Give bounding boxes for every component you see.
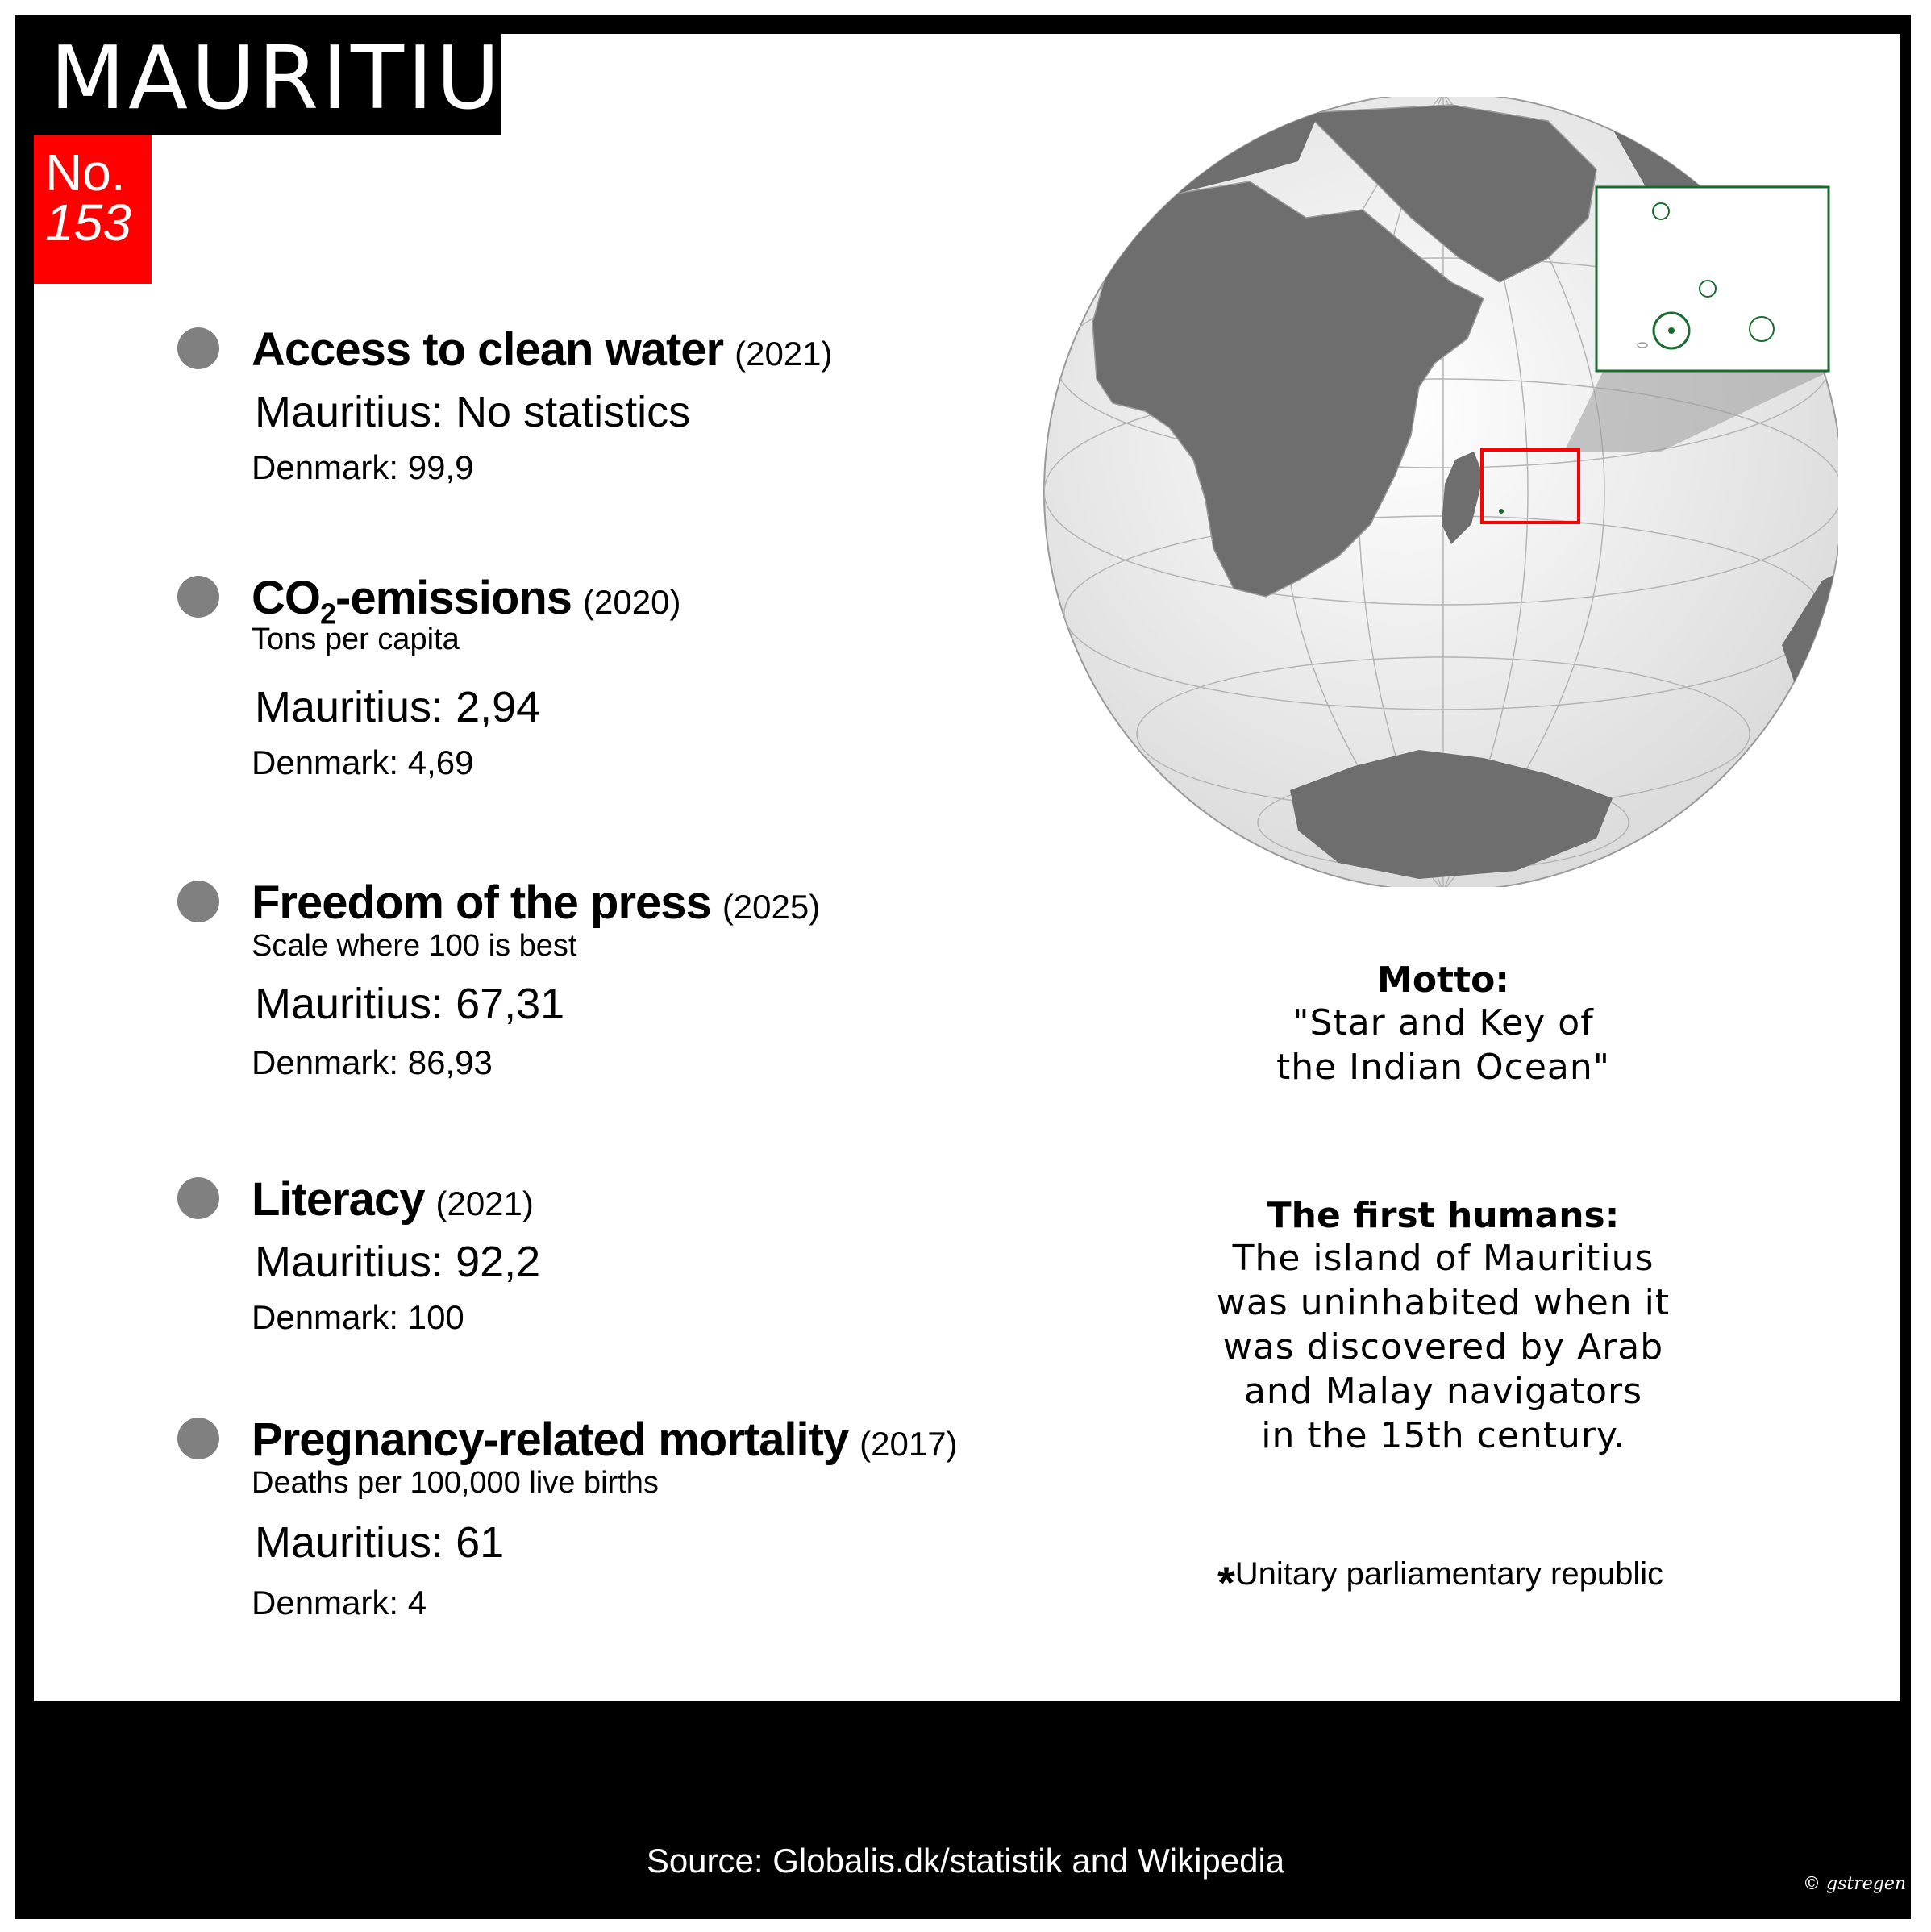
stat-mauritius-value: Mauritius: 61: [255, 1518, 505, 1567]
stat-heading: [252, 876, 820, 930]
motto-line: the Indian Ocean": [1276, 1047, 1611, 1088]
stat-denmark-value: Denmark: 86,93: [252, 1043, 493, 1081]
government-text: Unitary parliamentary republic: [1234, 1556, 1664, 1592]
first-humans-label: The first humans:: [1267, 1195, 1620, 1236]
asterisk: *: [1217, 1557, 1235, 1608]
stat-year: (2017): [859, 1425, 958, 1463]
government-note: [1217, 1556, 1663, 1609]
rank-badge: [34, 135, 152, 284]
first-humans-line: The island of Mauritius: [1232, 1238, 1654, 1279]
title-box: [15, 15, 562, 135]
stat-mauritius-value: Mauritius: 2,94: [255, 683, 541, 731]
stat-mauritius-value: Mauritius: 92,2: [255, 1238, 541, 1286]
stat-unit: Tons per capita: [252, 622, 460, 656]
page-title: MAURITIUS: [50, 28, 562, 129]
stat-denmark-value: Denmark: 99,9: [252, 448, 474, 486]
stat-title: Access to clean water: [252, 323, 724, 376]
first-humans-line: and Malay navigators: [1243, 1371, 1643, 1412]
stat-unit: Deaths per 100,000 live births: [252, 1466, 659, 1500]
inset-map: [1596, 187, 1829, 371]
motto-line: "Star and Key of: [1292, 1002, 1594, 1043]
stat-title: $CO_2$-emissions: [252, 572, 572, 631]
inset-mauritius-dot: [1668, 327, 1675, 334]
first-humans-line: was discovered by Arab: [1222, 1326, 1664, 1368]
source-credit: Source: Globalis.dk/statistik and Wikipedia: [646, 1842, 1285, 1880]
stat-denmark-value: Denmark: 100: [252, 1298, 464, 1336]
stat-title: Freedom of the press: [252, 876, 711, 929]
stat-year: (2021): [435, 1185, 534, 1222]
first-humans-line: in the 15th century.: [1261, 1415, 1625, 1456]
stat-heading: [252, 323, 833, 377]
stat-heading: [252, 1172, 534, 1226]
stat-title: Pregnancy-related mortality: [252, 1414, 849, 1466]
bullet-icon: [177, 1418, 219, 1459]
mauritius-dot: [1499, 509, 1504, 514]
motto-block: [1161, 960, 1725, 1089]
globe-map: [1032, 97, 1838, 887]
stat-unit: Scale where 100 is best: [252, 929, 577, 963]
rank-number: 153: [45, 194, 131, 252]
stat-mauritius-value: Mauritius: No statistics: [255, 388, 691, 436]
stat-title: Literacy: [252, 1173, 425, 1226]
artist-signature: © gstregen: [1803, 1874, 1907, 1894]
first-humans-block: [1161, 1195, 1725, 1458]
first-humans-line: was uninhabited when it: [1216, 1282, 1671, 1323]
bullet-icon: [177, 1177, 219, 1219]
stat-year: (2020): [583, 583, 681, 621]
stat-year: (2025): [722, 888, 821, 926]
motto-label: Motto:: [1377, 960, 1509, 1001]
bullet-icon: [177, 327, 219, 369]
stat-denmark-value: Denmark: 4,69: [252, 743, 474, 781]
rank-prefix: No.: [45, 144, 126, 202]
bullet-icon: [177, 881, 219, 922]
bullet-icon: [177, 576, 219, 618]
stat-mauritius-value: Mauritius: 67,31: [255, 980, 565, 1028]
stat-year: (2021): [735, 335, 833, 373]
stat-heading: [252, 1413, 958, 1467]
stat-denmark-value: Denmark: 4: [252, 1584, 427, 1622]
